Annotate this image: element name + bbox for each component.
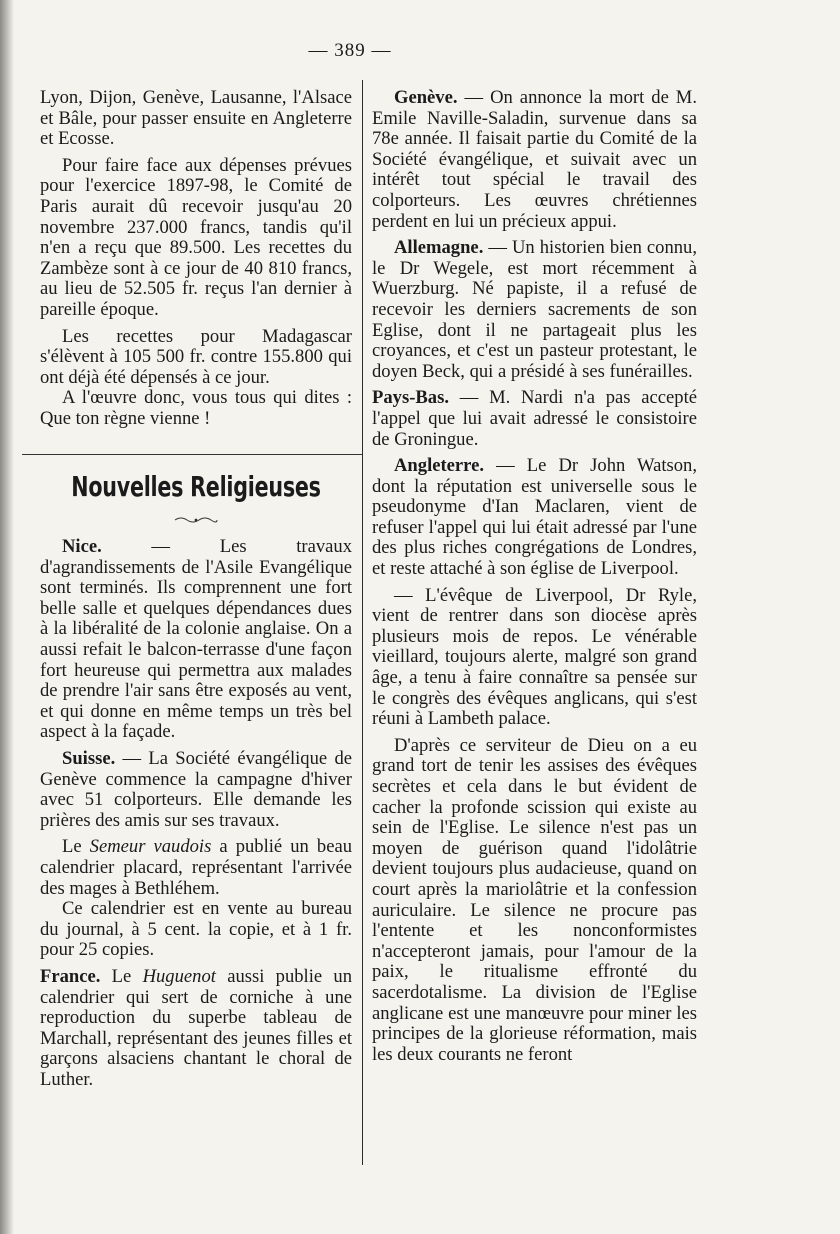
paragraph-madagascar: Les recettes pour Madagascar s'élèvent à 105 500 fr. contre 155.800 qui ont déjà été dépensés à ce jour. [40,325,352,388]
right-column [372,88,697,1065]
news-heading-angleterre: Angleterre. [394,455,484,477]
news-heading-paysbas: Pays-Bas. [372,387,449,409]
news-heading-suisse: Suisse. [62,748,116,770]
news-text-allemagne: — Un historien bien connu, le Dr Wegele, est mort récemment à Wuerzburg. Né papiste, il a refusé de recevoir les derniers sacrements de son Eglise, dont il ne partageait plus les croyances, et c'est un pasteur protestant, le doyen Beck, qui a présidé à ses funérailles. [372,237,697,382]
news-serviteur: D'après ce serviteur de Dieu on a eu grand tort de tenir les assises des évêques secrètes et cela dans le but évident de cacher la profonde scission qui existe au sein de l'Eglise. Le silence n'est pas un moyen de guérison quand l'idolâtrie devient toujours plus audacieuse, quand on court après la mariolâtrie et la confession auriculaire. Le silence ne procure pas l'entente et les nonconformistes n'accepteront jamais, pour l'amour de la paix, le ritualisme effronté du sacerdotalisme. La division de l'Eglise anglicane est une manœuvre pour miner les principes de la glorieuse réformation, mais les deux courants ne feront [372,734,697,1065]
news-title-huguenot: Huguenot [142,965,216,987]
paragraph-depenses: Pour faire face aux dépenses prévues pour l'exercice 1897-98, le Comité de Paris aurait dû recevoir jusqu'au 20 novembre 237.000 francs, tandis qu'il n'en a reçu que 89.500. Les recettes du Zambèze sont à ce jour de 40 810 francs, au lieu de 52.505 fr. reçus l'an dernier à pareille époque. [40,154,352,320]
news-geneve [372,88,697,232]
news-liverpool: — L'évêque de Liverpool, Dr Ryle, vient de rentrer dans son diocèse après plusieurs mois de repos. Le vénérable vieillard, toujours alerte, malgré son grand âge, a tenu à faire connaître sa pensée sur le congrès des évêques anglicans, qui s'est réuni à Lambeth palace. [372,584,697,730]
news-text-angleterre: — Le Dr John Watson, dont la réputation est universelle sous le pseudonyme d'Ian Maclaren, vient de refuser l'appel qui lui était adressé par l'une des plus riches congrégations de Londres, et reste attaché à son église de Liverpool. [372,455,697,580]
paragraph-oeuvre: A l'œuvre donc, vous tous qui dites : Que ton règne vienne ! [40,387,352,429]
news-title-semeur: Semeur vaudois [89,836,212,858]
news-text-suisse: — La Société évangélique de Genève commence la campagne d'hiver avec 51 colporteurs. Elle demande les prières des amis sur ses travaux. [40,748,352,831]
section-separator [22,454,362,455]
ornament-divider [40,509,352,519]
news-allemagne [372,238,697,382]
section-title: Nouvelles Religieuses [71,469,321,503]
news-heading-nice: Nice. [62,536,102,558]
news-text-geneve: — On annonce la mort de M. Emile Naville-Saladin, survenue dans sa 78e année. Il faisait partie du Comité de la Société évangélique, et suivait avec un intérêt tout spécial le travail des colporteurs. Les œuvres chrétiennes perdent en lui un précieux appui. [372,87,697,232]
news-heading-geneve: Genève. [394,87,458,108]
news-semeur [40,837,352,899]
news-angleterre [372,456,697,580]
news-calendrier: Ce calendrier est en vente au bureau du journal, à 5 cent. la copie, et à 1 fr. pour 25 copies. [40,898,352,961]
paragraph-lyon: Lyon, Dijon, Genève, Lausanne, l'Alsace et Bâle, pour passer ensuite en Angleterre et Ecosse. [40,87,352,150]
news-text-france-pre: Le [100,965,143,987]
news-text-france: aussi publie un calendrier qui sert de corniche à une reproduction du superbe tableau de Marchall, représentant des jeunes filles et garçons alsaciens chantant le choral de Luther. [40,965,352,1090]
news-paysbas [372,388,697,450]
news-suisse [40,749,352,831]
news-text-semeur: a publié un beau calendrier placard, représentant l'arrivée des mages à Bethléhem. [40,836,352,899]
news-text-paysbas: — M. Nardi n'a pas accepté l'appel que lui avait adressé le consistoire de Groningue. [372,387,697,450]
news-heading-france: France. [40,965,101,987]
page-number: — 389 — [308,40,392,61]
left-column [40,88,352,1091]
news-france [40,967,352,1091]
column-divider [362,80,363,1165]
news-text-semeur-pre: Le [62,836,90,858]
news-text-nice: — Les travaux d'agrandissements de l'Asile Evangélique sont terminés. Ils comprennent une fort belle salle et quelques dépendances dues à la libéralité de la colonie anglaise. On a aussi refait le balcon-terrasse d'une façon fort heureuse qui permettra aux malades de prendre l'air sans être exposés au vent, et qui donne en même temps un très bel aspect à la façade. [40,536,352,743]
news-heading-allemagne: Allemagne. [394,237,484,259]
binding-edge [0,0,14,1234]
news-nice [40,537,352,743]
